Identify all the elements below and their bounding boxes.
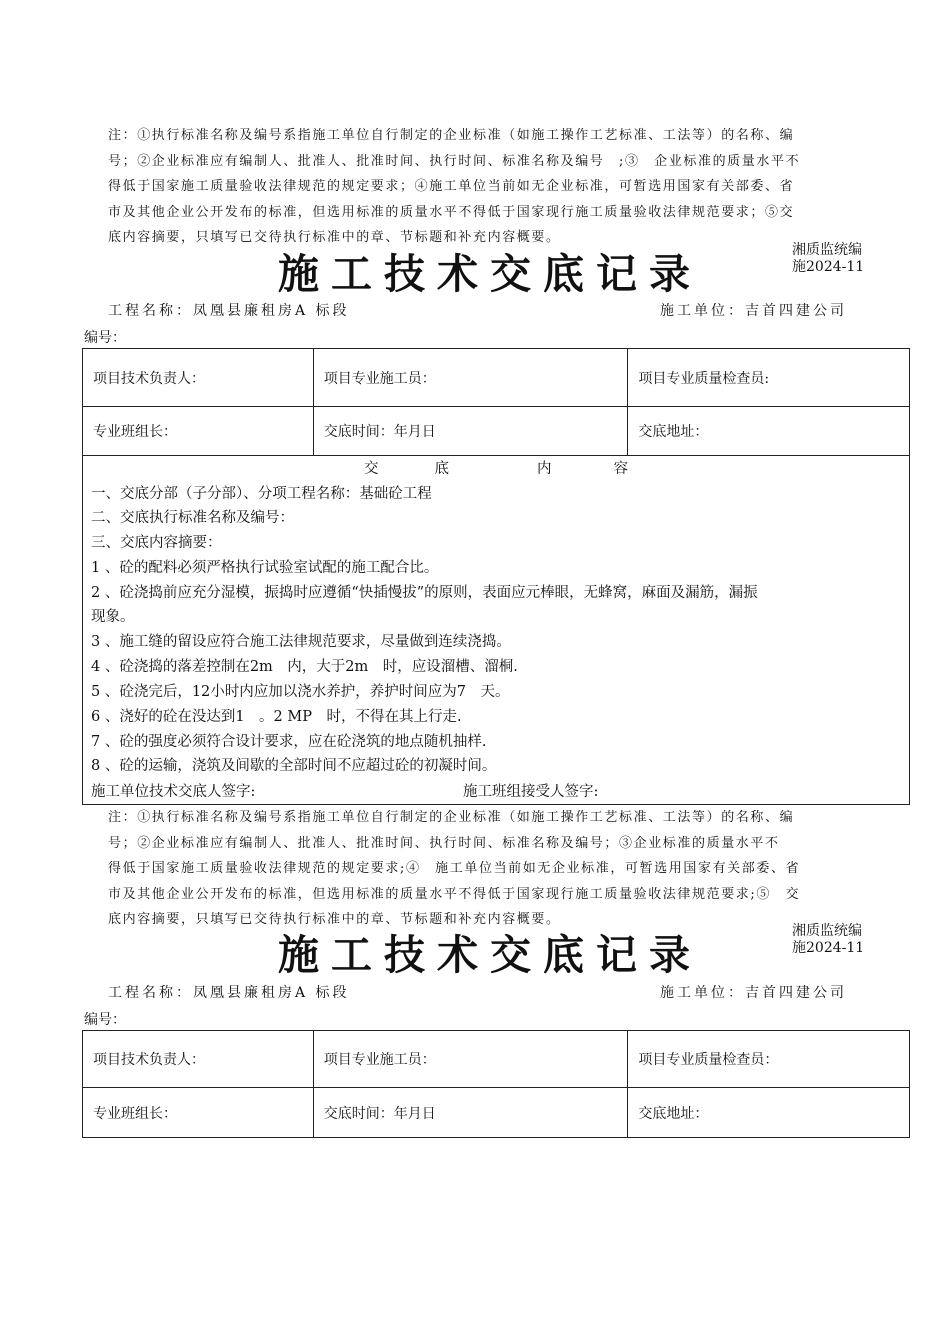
team-leader-field: 专业班组长： xyxy=(83,1088,314,1138)
note-line: 底内容摘要，只填写已交待执行标准中的章、节标题和补充内容概要。 xyxy=(108,230,561,246)
briefing-content-box xyxy=(82,455,910,805)
standard-note-2 xyxy=(108,805,898,933)
content-line: 现象。 xyxy=(91,609,135,625)
briefing-time-field: 交底时间：年月日 xyxy=(313,407,628,456)
quality-inspector-field: 项目专业质量检查员： xyxy=(628,1031,910,1088)
note-line: 市及其他企业公开发布的标准，但选用标准的质量水平不得低于国家现行施工质量验收法律规范要求；⑤交 xyxy=(108,204,795,220)
form-reference xyxy=(792,242,864,276)
briefing-address-field: 交底地址： xyxy=(628,1088,910,1138)
construction-worker-field: 项目专业施工员： xyxy=(313,1031,628,1088)
briefing-address-field: 交底地址： xyxy=(628,407,910,456)
team-leader-field: 专业班组长： xyxy=(83,407,314,456)
content-line: 三、交底内容摘要： xyxy=(91,535,222,551)
briefer-signature-label: 施工单位技术交底人签字: xyxy=(91,784,256,800)
construction-worker-field: 项目专业施工员： xyxy=(313,349,628,407)
construction-unit: 施工单位：吉首四建公司 xyxy=(660,303,847,319)
note-line: 号；②企业标准应有编制人、批准人、批准时间、执行时间、标准名称及编号 ;③ 企业标准的质量水平不 xyxy=(108,153,801,169)
tech-lead-field: 项目技术负责人： xyxy=(83,1031,314,1088)
project-name: 工程名称：凤凰县廉租房A 标段 xyxy=(108,303,350,319)
note-line: 号；②企业标准应有编制人、批准人、批准时间、执行时间、标准名称及编号；③企业标准的质量水平不 xyxy=(108,835,780,851)
serial-number-label: 编号： xyxy=(84,1012,126,1028)
content-line: 一、交底分部（子分部）、分项工程名称：基础砼工程 xyxy=(91,486,432,502)
note-line: 得低于国家施工质量验收法律规范的规定要求；④施工单位当前如无企业标准，可暂选用国家有关部委、省 xyxy=(108,179,795,195)
content-line: 6 、浇好的砼在没达到1 。2 MP 时，不得在其上行走. xyxy=(91,709,462,725)
form-reference-code: 施2024-11 xyxy=(792,940,865,956)
note-line: 底内容摘要，只填写已交待执行标准中的章、节标题和补充内容概要。 xyxy=(108,912,561,928)
content-line: 2 、砼浇捣前应充分湿模，振捣时应遵循“快插慢拔”的原则，表面应元棒眼，无蜂窝，麻面及漏筋，漏振 xyxy=(91,585,758,601)
form-reference xyxy=(792,923,864,957)
personnel-table xyxy=(82,1030,910,1138)
content-line: 5 、砼浇完后，12小时内应加以浇水养护，养护时间应为7 天。 xyxy=(91,684,510,700)
form-reference-issuer: 湘质监统编 xyxy=(792,242,862,258)
content-line: 3 、施工缝的留设应符合施工法律规范要求，尽量做到连续浇捣。 xyxy=(91,634,511,650)
content-line: 8 、砼的运输，浇筑及间歇的全部时间不应超过砼的初凝时间。 xyxy=(91,758,497,774)
note-line: 市及其他企业公开发布的标准，但选用标准的质量水平不得低于国家现行施工质量验收法律规范要求;⑤ 交 xyxy=(108,886,801,902)
content-line: 二、交底执行标准名称及编号： xyxy=(91,510,294,526)
content-line: 7 、砼的强度必须符合设计要求，应在砼浇筑的地点随机抽样. xyxy=(91,734,487,750)
note-line: 得低于国家施工质量验收法律规范的规定要求;④ 施工单位当前如无企业标准，可暂选用国家有关部委、省 xyxy=(108,861,801,877)
page-title: 施工技术交底记录 xyxy=(278,250,702,298)
content-line: 1 、砼的配料必须严格执行试验室试配的施工配合比。 xyxy=(91,560,439,576)
tech-lead-field: 项目技术负责人： xyxy=(83,349,314,407)
serial-number-label: 编号： xyxy=(84,330,126,346)
personnel-table xyxy=(82,348,910,456)
construction-unit: 施工单位：吉首四建公司 xyxy=(660,985,847,1001)
note-line: 注：①执行标准名称及编号系指施工单位自行制定的企业标准（如施工操作工艺标准、工法等）的名称、编 xyxy=(108,810,795,825)
content-line: 4 、砼浇捣的落差控制在2m 内，大于2m 时，应设溜槽、溜桐. xyxy=(91,659,518,675)
page-title: 施工技术交底记录 xyxy=(278,931,702,979)
form-reference-issuer: 湘质监统编 xyxy=(792,923,862,939)
receiver-signature-label: 施工班组接受人签字: xyxy=(463,784,599,800)
project-name: 工程名称：凤凰县廉租房A 标段 xyxy=(108,985,350,1001)
content-heading: 交 底 内 容 xyxy=(364,461,628,477)
note-line: 注：①执行标准名称及编号系指施工单位自行制定的企业标准（如施工操作工艺标准、工法等）的名称、编 xyxy=(108,128,795,143)
form-reference-code: 施2024-11 xyxy=(792,259,865,275)
briefing-time-field: 交底时间：年月日 xyxy=(313,1088,628,1138)
standard-note-1 xyxy=(108,123,898,251)
quality-inspector-field: 项目专业质量检查员: xyxy=(628,349,910,407)
